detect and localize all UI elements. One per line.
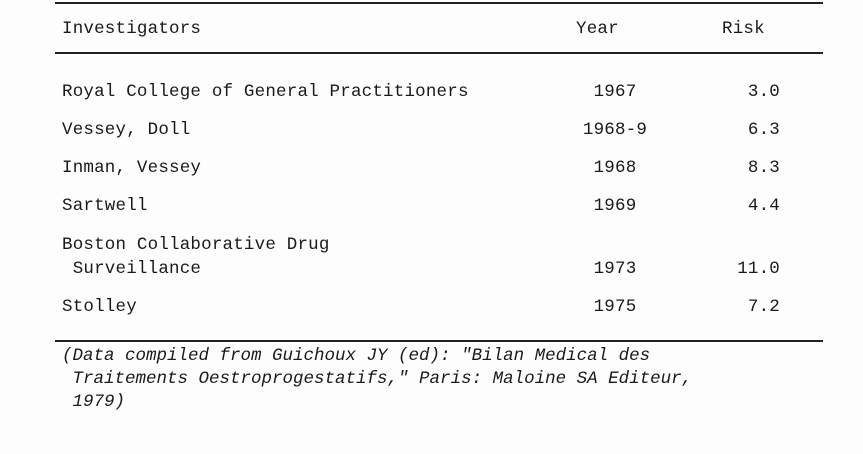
row-3-risk: 8.3 [747,158,780,178]
footnote-line-1: (Data compiled from Guichoux JY (ed): "Bilan Medical des [62,346,651,366]
row-2-investigators: Vessey, Doll [62,120,191,140]
row-5-investigators-line1: Boston Collaborative Drug [62,235,330,255]
row-1-year: 1967 [593,82,637,102]
row-3-investigators: Inman, Vessey [62,158,202,178]
row-1-investigators: Royal College of General Practitioners [62,82,469,102]
row-5-risk: 11.0 [737,259,780,279]
row-5-year: 1973 [593,259,637,279]
row-6-investigators: Stolley [62,297,137,317]
row-6-risk: 7.2 [747,297,780,317]
row-4-investigators: Sartwell [62,196,148,216]
row-1-risk: 3.0 [747,82,780,102]
source-footnote [62,345,692,414]
row-5-investigators-line2: Surveillance [62,259,202,279]
row-2-year: 1968-9 [582,120,648,140]
table-top-rule [55,2,823,4]
header-investigators: Investigators [62,19,202,39]
row-2-risk: 6.3 [747,120,780,140]
footnote-line-2: Traitements Oestroprogestatifs," Paris: Maloine SA Editeur, [62,369,693,389]
header-bottom-rule [55,52,823,54]
row-4-risk: 4.4 [747,196,780,216]
header-year: Year [576,19,619,39]
header-risk: Risk [722,19,765,39]
table-bottom-rule [55,340,823,342]
footnote-line-3: 1979) [62,392,126,412]
row-6-year: 1975 [593,297,637,317]
row-3-year: 1968 [593,158,637,178]
row-4-year: 1969 [593,196,637,216]
